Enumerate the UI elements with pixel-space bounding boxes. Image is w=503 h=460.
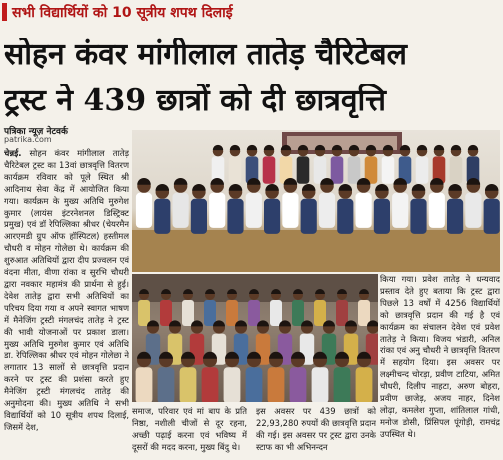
audience-member xyxy=(160,289,172,326)
audience-member xyxy=(204,289,216,326)
student xyxy=(465,178,481,228)
standing-person xyxy=(314,145,327,184)
article-column-4 xyxy=(380,274,500,458)
student xyxy=(154,184,170,234)
article-column-3 xyxy=(256,406,376,458)
audience-member xyxy=(182,289,194,326)
audience-member xyxy=(248,289,260,326)
audience-photo xyxy=(132,274,378,402)
student xyxy=(282,178,298,228)
section-header xyxy=(2,2,282,22)
audience-member xyxy=(270,289,282,326)
audience-member xyxy=(224,352,241,402)
audience-member xyxy=(312,352,329,402)
audience-photo-drawing xyxy=(132,274,378,402)
article-text-2: समाज, परिवार एवं मां बाप के प्रति निष्ठा, नशीली चीजों से दूर रहना, अच्छी पढ़ाई करना एवं भविष्य में दूसरों की मदद करना, मुख्य बिंदु थे। xyxy=(132,406,247,452)
article-text-4: किया गया। प्रवेश तातेड़ ने धन्यवाद प्रस्ताव देते हुए बताया कि ट्रस्ट द्वारा पिछले 13 वर्षों में 4256 विद्यार्थियों को छात्रवृत्ति प्रदान की गई है एवं कार्यक्रम का संचालन देवेश एवं प्रवेश तातेड़ ने किया। विजय भंडारी, अनिल रांका एवं अनु चौधरी ने छात्रवृत्ति वितरण में सहयोग दिया। इस अवसर पर लक्ष्मीचन्द चोरड़ा, प्रवीण टाटिया, अमित चौधरी, दिलीप नाहटा, अरुण बोहरा, प्रवीण छाजेड़, अजय नाहर, दिनेश लोढ़ा, कमलेश गुप्ता, शांतिलाल गांधी, मनोज डोसी, प्रिंसिपल पूंगोड़ी, रामचंद्र उपस्थित थे। xyxy=(380,274,500,439)
audience-member xyxy=(336,289,348,326)
standing-person xyxy=(280,145,293,184)
student xyxy=(227,184,243,234)
standing-person xyxy=(450,145,463,184)
audience-member xyxy=(314,289,326,326)
group-photo xyxy=(132,130,500,272)
standing-person xyxy=(399,145,412,184)
audience-member xyxy=(334,352,351,402)
standing-person xyxy=(263,145,276,184)
article-text-3: इस अवसर पर 439 छात्रों को 22,93,280 रुपयों की छात्रवृत्ति प्रदान की गई। इस अवसर पर ट्रस्ट द्वारा उनके स्टाफ का भी अभिनन्दन xyxy=(256,406,376,452)
article-text-1: सोहन कंवर मांगीलाल तातेड़ चैरिटेबल ट्रस्ट का 13वां छात्रवृत्ति वितरण कार्यक्रम रविवार को पूले स्थित श्री आदिनाथ सेवा केंद्र में आयोजित किया गया। कार्यक्रम के मुख्य अतिथि मुरुगेश कुमार (लायंस इंटरनेशनल डिस्ट्रिक्ट प्रमुख) एवं डॉ रेपिल्लिका श्रीधर (चेयरमैन आरएमडी ग्रुप ऑफ हॉस्पिटल) हस्तीमल चौधरी व मोहन गोलेछा थे। कार्यक्रम की शुरुआत अतिथियों द्वारा दीप प्रज्वलन एवं वंदना मीता, वीणा रांका व सुरभि चौधरी द्वारा नवकार महामंत्र की प्रार्थना से हुई। देवेश तातेड़ द्वारा सभी अतिथियों का परिचय दिया गया व अपने स्वागत भाषण में मैनेजिंग ट्रस्टी मंगलचंद तातेड़ ने ट्रस्ट की भावी योजनाओं पर प्रकाश डाला। मुख्य अतिथि मुरुगेश कुमार एवं अतिथि डा. रेपिल्लिका श्रीधर एवं मोहन गोलेछा ने लगातार 13 सालों से छात्रवृत्ति प्रदान करने पर ट्रस्ट की प्रशंसा करते हुए मैनेजिंग ट्रस्टी मंगलचंद तातेड़ की अनुमोदना की। मुख्य अतिथि ने सभी विद्यार्थियों को 10 सूत्रीय शपथ दिलाई, जिसमें देश, xyxy=(4,148,129,432)
student xyxy=(173,178,189,228)
standing-person xyxy=(229,145,242,184)
audience-member xyxy=(136,352,153,402)
dateline: चेन्नई. xyxy=(4,148,22,158)
student xyxy=(392,178,408,228)
article-column-1 xyxy=(4,148,129,458)
student xyxy=(191,184,207,234)
student xyxy=(429,178,445,228)
audience-member xyxy=(268,352,285,402)
standing-person xyxy=(297,145,310,184)
audience-member xyxy=(138,289,150,326)
standing-person xyxy=(416,145,429,184)
audience-member xyxy=(246,352,263,402)
student xyxy=(246,178,262,228)
student xyxy=(410,184,426,234)
student xyxy=(374,184,390,234)
website-label: patrika.com xyxy=(4,135,52,144)
student xyxy=(484,184,500,234)
audience-member xyxy=(358,289,370,326)
headline-line-1: सोहन कंवर मांगीलाल तातेड़ चैरिटेबल xyxy=(4,38,407,72)
standing-person xyxy=(212,145,225,184)
standing-person xyxy=(348,145,361,184)
audience-member xyxy=(158,352,175,402)
standing-person xyxy=(246,145,259,184)
student xyxy=(319,178,335,228)
audience-member xyxy=(202,352,219,402)
standing-person xyxy=(365,145,378,184)
student xyxy=(209,178,225,228)
article-column-2 xyxy=(132,406,247,458)
audience-member xyxy=(226,289,238,326)
audience-member xyxy=(290,352,307,402)
standing-person xyxy=(467,145,480,184)
audience-member xyxy=(356,352,373,402)
student xyxy=(356,178,372,228)
student xyxy=(136,178,152,228)
student xyxy=(301,184,317,234)
standing-person xyxy=(382,145,395,184)
accent-bar xyxy=(2,3,7,21)
group-photo-drawing xyxy=(132,130,500,272)
kicker-headline: सभी विद्यार्थियों को 10 सूत्रीय शपथ दिलाई xyxy=(12,4,233,21)
headline-line-2: ट्रस्ट ने 439 छात्रों को दी छात्रवृत्ति xyxy=(4,84,387,118)
student xyxy=(337,184,353,234)
student xyxy=(264,184,280,234)
news-network-label: पत्रिका न्यूज़ नेटवर्क xyxy=(4,127,68,137)
audience-member xyxy=(292,289,304,326)
standing-person xyxy=(433,145,446,184)
student xyxy=(447,184,463,234)
audience-member xyxy=(180,352,197,402)
standing-person xyxy=(331,145,344,184)
